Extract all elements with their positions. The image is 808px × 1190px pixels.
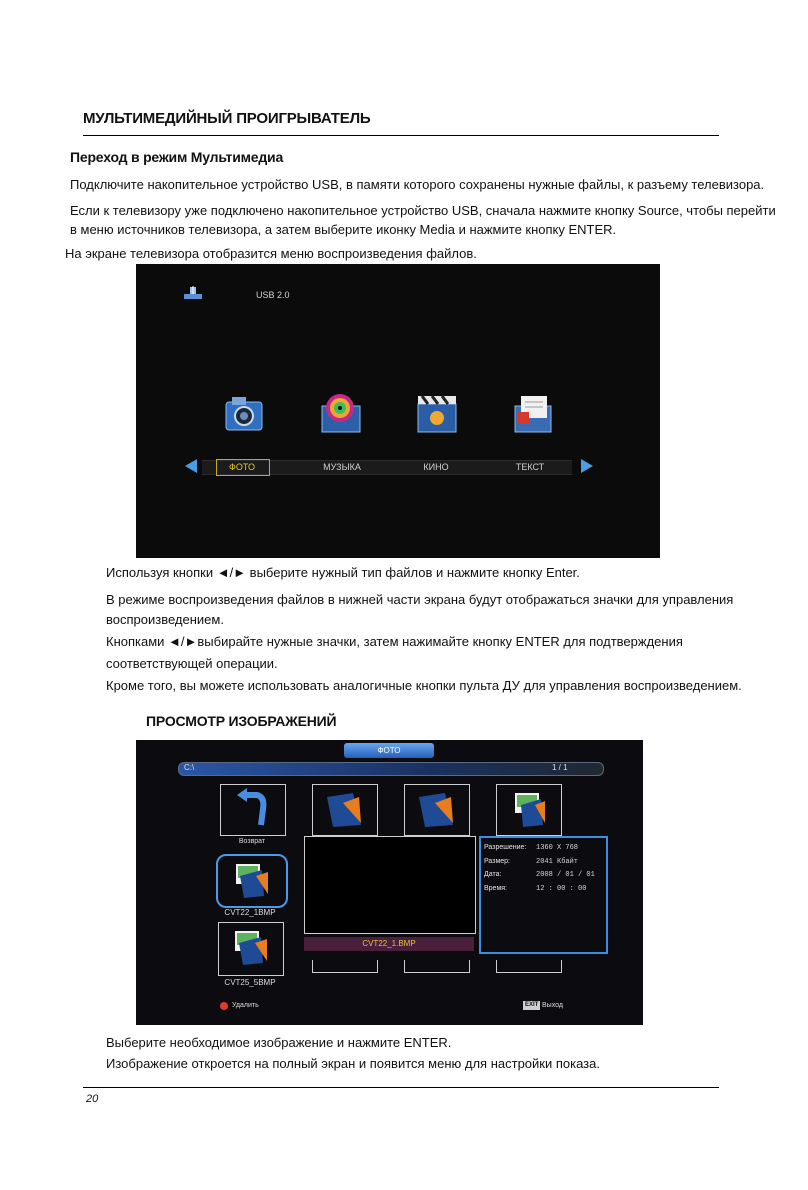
info-time-value: 12 : 00 : 00 — [536, 885, 587, 893]
after-fullscreen: Изображение откроется на полный экран и появится меню для настройки показа. — [106, 1056, 600, 1071]
photo-header-label: ФОТО — [377, 746, 401, 755]
info-date-label: Дата: — [484, 871, 502, 878]
info-resolution-label: Разрешение: — [484, 844, 527, 851]
music-icon[interactable] — [316, 390, 364, 436]
arrow-left-icon[interactable] — [183, 459, 199, 473]
paragraph-menu-appears: На экране телевизора отобразится меню воспроизведения файлов. — [65, 246, 477, 261]
image-tile-3[interactable] — [496, 784, 562, 836]
return-tile[interactable] — [220, 784, 286, 836]
info-resolution-value: 1360 X 768 — [536, 844, 579, 852]
arrow-right-icon[interactable] — [579, 459, 595, 473]
tab-photo[interactable]: ФОТО — [229, 462, 255, 472]
tab-movie[interactable]: КИНО — [423, 462, 449, 472]
after-select: Выберите необходимое изображение и нажмите ENTER. — [106, 1035, 452, 1050]
instruction-select-type: Используя кнопки ◄/► выберите нужный тип файлов и нажмите кнопку Enter. — [106, 565, 580, 580]
file-name-2: CVT25_5BMP — [224, 978, 276, 987]
info-time-label: Время: — [484, 885, 508, 892]
red-button-icon — [220, 1002, 228, 1010]
path-label: C:\ — [184, 763, 195, 772]
instruction-playback-1: В режиме воспроизведения файлов в нижней части экрана будут отображаться значки для управления — [106, 592, 734, 607]
text-icon[interactable] — [511, 392, 555, 436]
info-size-value: 2041 Кбайт — [536, 858, 579, 866]
tab-music[interactable]: МУЗЫКА — [323, 462, 361, 472]
file-name-1: CVT22_1BMP — [224, 908, 276, 917]
section-title-media: Переход в режим Мультимедиа — [70, 149, 284, 165]
image-tile-1[interactable] — [312, 784, 378, 836]
info-size-label: Размер: — [484, 858, 511, 865]
instruction-remote: Кроме того, вы можете использовать аналогичные кнопки пульта ДУ для управления воспроизведением. — [106, 678, 742, 693]
camera-icon[interactable] — [222, 392, 266, 436]
paragraph-connect: Подключите накопительное устройство USB, в памяти которого сохранены нужные файлы, к разъему телевизора. — [70, 177, 765, 192]
page-counter: 1 / 1 — [552, 763, 568, 772]
empty-slot-1 — [312, 960, 378, 973]
info-date-value: 2008 / 01 / 01 — [536, 871, 595, 879]
heading-divider — [83, 135, 719, 136]
image-tile-2[interactable] — [404, 784, 470, 836]
page-number: 20 — [86, 1093, 99, 1105]
path-bar — [178, 762, 604, 776]
usb-icon — [184, 286, 202, 300]
movie-icon[interactable] — [414, 392, 460, 436]
paragraph-source-1: Если к телевизору уже подключено накопительное устройство USB, сначала нажмите кнопку Source, чтобы перейти — [70, 203, 776, 218]
selected-file-frame[interactable] — [216, 854, 288, 908]
usb-label: USB 2.0 — [256, 290, 290, 300]
footer-divider — [83, 1087, 719, 1088]
instruction-buttons-2: соответствующей операции. — [106, 656, 278, 671]
instruction-playback-2: воспроизведением. — [106, 612, 224, 627]
tab-text[interactable]: ТЕКСТ — [515, 462, 545, 472]
preview-name: CVT22_1.BMP — [362, 939, 416, 948]
file-tile-2[interactable] — [218, 922, 284, 976]
preview-pane — [304, 836, 476, 934]
photo-browser-screenshot — [136, 740, 643, 1025]
info-panel — [479, 836, 608, 954]
return-label: Возврат — [238, 838, 266, 845]
instruction-buttons-1: Кнопками ◄/►выбирайте нужные значки, затем нажимайте кнопку ENTER для подтверждения — [106, 634, 683, 649]
exit-key: EXIT — [525, 1002, 539, 1008]
page-heading: МУЛЬТИМЕДИЙНЫЙ ПРОИГРЫВАТЕЛЬ — [83, 110, 371, 127]
exit-label: Выход — [542, 1002, 563, 1009]
delete-label: Удалить — [232, 1002, 259, 1009]
empty-slot-3 — [496, 960, 562, 973]
paragraph-source-2: в меню источников телевизора, а затем выберите иконку Media и нажмите кнопку ENTER. — [70, 222, 617, 237]
media-menu-screenshot — [136, 264, 660, 558]
empty-slot-2 — [404, 960, 470, 973]
section-title-images: ПРОСМОТР ИЗОБРАЖЕНИЙ — [146, 713, 337, 729]
